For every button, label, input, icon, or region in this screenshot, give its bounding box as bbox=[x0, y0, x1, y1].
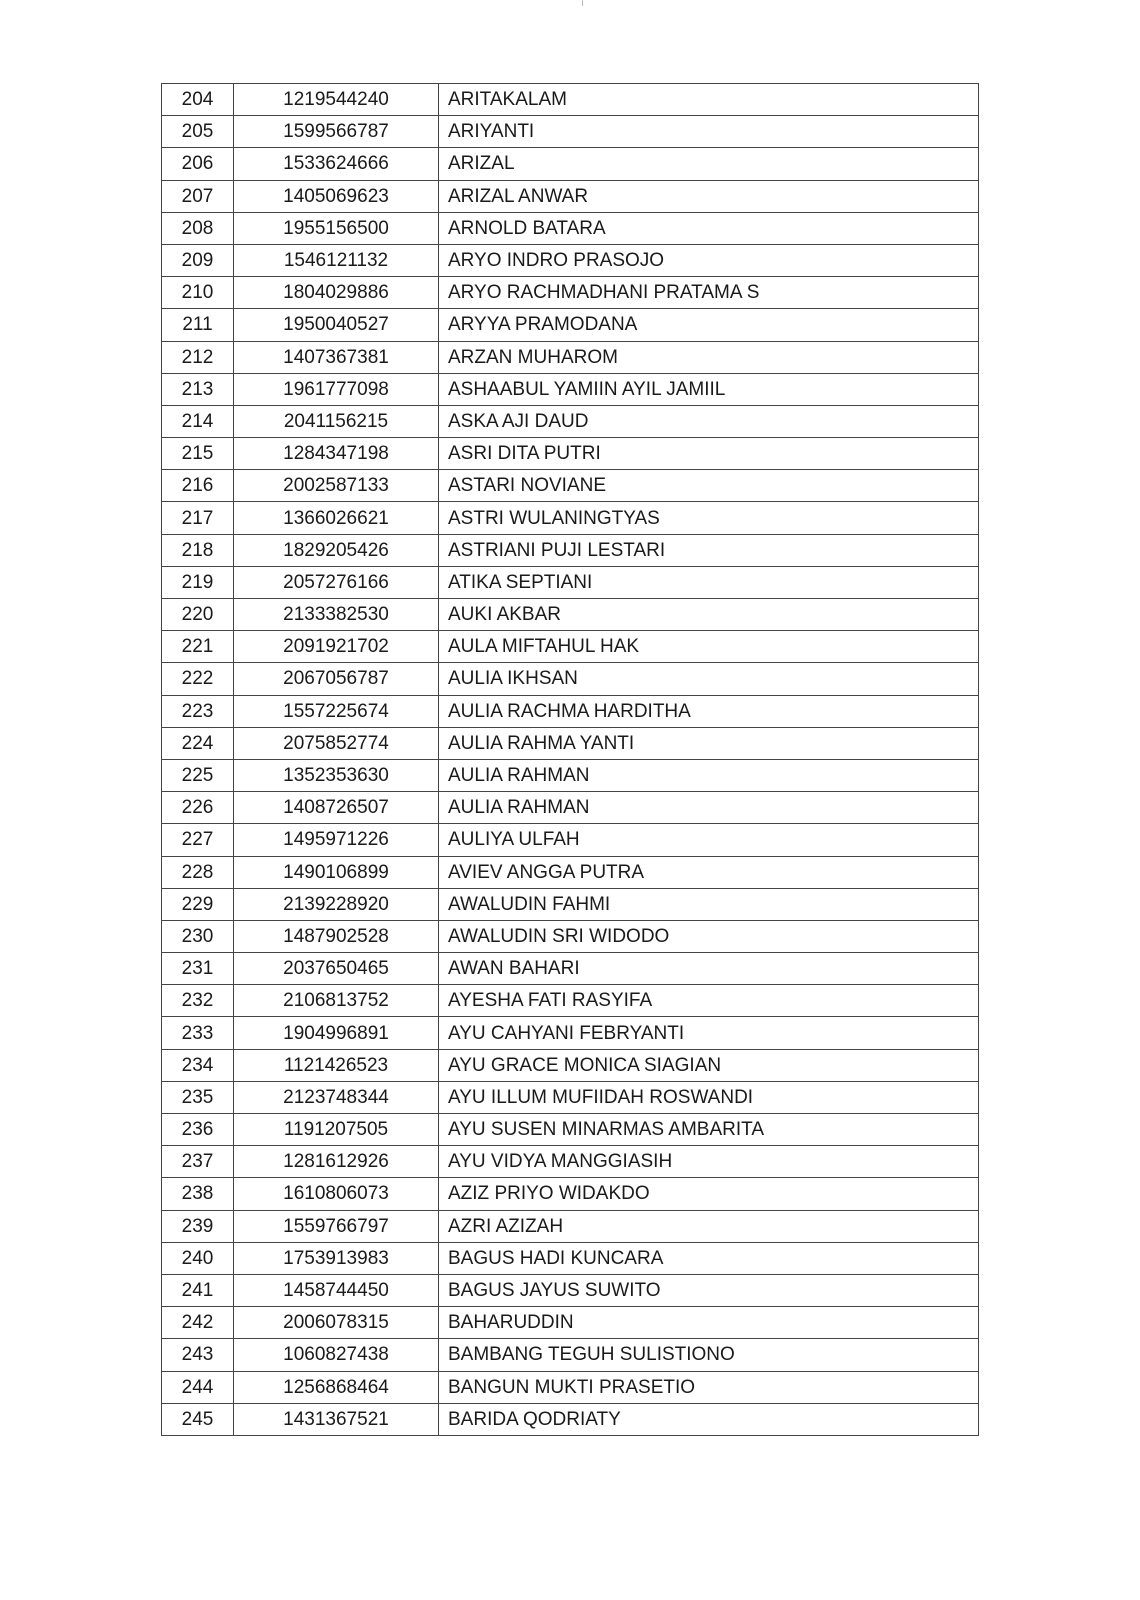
row-number: 211 bbox=[162, 309, 234, 341]
table-row bbox=[162, 1307, 979, 1339]
participant-name: AWAN BAHARI bbox=[439, 953, 979, 985]
registration-number: 2075852774 bbox=[234, 727, 439, 759]
row-number: 238 bbox=[162, 1178, 234, 1210]
registration-number: 1559766797 bbox=[234, 1210, 439, 1242]
participant-name: AULA MIFTAHUL HAK bbox=[439, 631, 979, 663]
registration-number: 2123748344 bbox=[234, 1081, 439, 1113]
registration-number: 1804029886 bbox=[234, 277, 439, 309]
table-row bbox=[162, 920, 979, 952]
table-row bbox=[162, 695, 979, 727]
table-row bbox=[162, 502, 979, 534]
row-number: 228 bbox=[162, 856, 234, 888]
registration-number: 1557225674 bbox=[234, 695, 439, 727]
table-row bbox=[162, 599, 979, 631]
participant-name: AULIA IKHSAN bbox=[439, 663, 979, 695]
table-row bbox=[162, 277, 979, 309]
registration-number: 1904996891 bbox=[234, 1017, 439, 1049]
registration-number: 1405069623 bbox=[234, 180, 439, 212]
row-number: 243 bbox=[162, 1339, 234, 1371]
row-number: 204 bbox=[162, 84, 234, 116]
row-number: 241 bbox=[162, 1274, 234, 1306]
registration-number: 1753913983 bbox=[234, 1242, 439, 1274]
row-number: 235 bbox=[162, 1081, 234, 1113]
registration-number: 1829205426 bbox=[234, 534, 439, 566]
participant-name: ARITAKALAM bbox=[439, 84, 979, 116]
row-number: 205 bbox=[162, 116, 234, 148]
participant-name: AVIEV ANGGA PUTRA bbox=[439, 856, 979, 888]
participant-name: AULIYA ULFAH bbox=[439, 824, 979, 856]
row-number: 216 bbox=[162, 470, 234, 502]
registration-number: 1495971226 bbox=[234, 824, 439, 856]
row-number: 226 bbox=[162, 792, 234, 824]
row-number: 213 bbox=[162, 373, 234, 405]
scan-mark bbox=[582, 0, 583, 6]
registration-number: 1121426523 bbox=[234, 1049, 439, 1081]
table-row bbox=[162, 759, 979, 791]
row-number: 206 bbox=[162, 148, 234, 180]
registration-number: 1458744450 bbox=[234, 1274, 439, 1306]
row-number: 220 bbox=[162, 599, 234, 631]
participant-name: BAHARUDDIN bbox=[439, 1307, 979, 1339]
participant-name: AYU ILLUM MUFIIDAH ROSWANDI bbox=[439, 1081, 979, 1113]
table-row bbox=[162, 116, 979, 148]
table-row bbox=[162, 985, 979, 1017]
row-number: 222 bbox=[162, 663, 234, 695]
registration-number: 2139228920 bbox=[234, 888, 439, 920]
participant-name: ARYO INDRO PRASOJO bbox=[439, 244, 979, 276]
table-row bbox=[162, 373, 979, 405]
registration-number: 1191207505 bbox=[234, 1114, 439, 1146]
participant-name: ARYYA PRAMODANA bbox=[439, 309, 979, 341]
row-number: 214 bbox=[162, 405, 234, 437]
row-number: 236 bbox=[162, 1114, 234, 1146]
row-number: 207 bbox=[162, 180, 234, 212]
participant-name: ARIYANTI bbox=[439, 116, 979, 148]
row-number: 219 bbox=[162, 566, 234, 598]
row-number: 237 bbox=[162, 1146, 234, 1178]
row-number: 218 bbox=[162, 534, 234, 566]
participant-name: AZIZ PRIYO WIDAKDO bbox=[439, 1178, 979, 1210]
participant-name: ARIZAL bbox=[439, 148, 979, 180]
row-number: 233 bbox=[162, 1017, 234, 1049]
row-number: 224 bbox=[162, 727, 234, 759]
table-row bbox=[162, 856, 979, 888]
table-row bbox=[162, 1114, 979, 1146]
registration-number: 1407367381 bbox=[234, 341, 439, 373]
participant-name: BAGUS JAYUS SUWITO bbox=[439, 1274, 979, 1306]
participant-name: AULIA RACHMA HARDITHA bbox=[439, 695, 979, 727]
participant-name: AUKI AKBAR bbox=[439, 599, 979, 631]
registration-number: 1352353630 bbox=[234, 759, 439, 791]
row-number: 242 bbox=[162, 1307, 234, 1339]
registration-number: 1281612926 bbox=[234, 1146, 439, 1178]
row-number: 230 bbox=[162, 920, 234, 952]
registration-number: 2002587133 bbox=[234, 470, 439, 502]
registration-number: 1284347198 bbox=[234, 438, 439, 470]
table-row bbox=[162, 1081, 979, 1113]
registration-number: 1408726507 bbox=[234, 792, 439, 824]
table-row bbox=[162, 1242, 979, 1274]
table-row bbox=[162, 566, 979, 598]
registration-number: 1610806073 bbox=[234, 1178, 439, 1210]
registration-number: 1961777098 bbox=[234, 373, 439, 405]
participant-name: ATIKA SEPTIANI bbox=[439, 566, 979, 598]
table-row bbox=[162, 727, 979, 759]
table-row bbox=[162, 888, 979, 920]
table-row bbox=[162, 1017, 979, 1049]
row-number: 244 bbox=[162, 1371, 234, 1403]
participant-name: ASKA AJI DAUD bbox=[439, 405, 979, 437]
registration-number: 2067056787 bbox=[234, 663, 439, 695]
row-number: 223 bbox=[162, 695, 234, 727]
registration-number: 2106813752 bbox=[234, 985, 439, 1017]
row-number: 231 bbox=[162, 953, 234, 985]
registration-number: 1256868464 bbox=[234, 1371, 439, 1403]
participant-name: AULIA RAHMA YANTI bbox=[439, 727, 979, 759]
participant-name: AZRI AZIZAH bbox=[439, 1210, 979, 1242]
participant-name: BAMBANG TEGUH SULISTIONO bbox=[439, 1339, 979, 1371]
table-row bbox=[162, 1274, 979, 1306]
table-row bbox=[162, 1403, 979, 1435]
participant-name: ASTARI NOVIANE bbox=[439, 470, 979, 502]
row-number: 229 bbox=[162, 888, 234, 920]
table-row bbox=[162, 438, 979, 470]
table-row bbox=[162, 309, 979, 341]
participant-table bbox=[161, 83, 979, 1436]
registration-number: 2041156215 bbox=[234, 405, 439, 437]
table-row bbox=[162, 1178, 979, 1210]
registration-number: 2133382530 bbox=[234, 599, 439, 631]
participant-name: AYU CAHYANI FEBRYANTI bbox=[439, 1017, 979, 1049]
participant-name: ARYO RACHMADHANI PRATAMA S bbox=[439, 277, 979, 309]
registration-number: 1955156500 bbox=[234, 212, 439, 244]
participant-name: AYU VIDYA MANGGIASIH bbox=[439, 1146, 979, 1178]
registration-number: 1950040527 bbox=[234, 309, 439, 341]
table-row bbox=[162, 84, 979, 116]
row-number: 210 bbox=[162, 277, 234, 309]
registration-number: 2006078315 bbox=[234, 1307, 439, 1339]
row-number: 225 bbox=[162, 759, 234, 791]
table-row bbox=[162, 148, 979, 180]
participant-name: BARIDA QODRIATY bbox=[439, 1403, 979, 1435]
table-row bbox=[162, 792, 979, 824]
row-number: 239 bbox=[162, 1210, 234, 1242]
row-number: 227 bbox=[162, 824, 234, 856]
table-body bbox=[162, 84, 979, 1436]
participant-name: ARNOLD BATARA bbox=[439, 212, 979, 244]
participant-name: ASHAABUL YAMIIN AYIL JAMIIL bbox=[439, 373, 979, 405]
registration-number: 2037650465 bbox=[234, 953, 439, 985]
participant-name: BANGUN MUKTI PRASETIO bbox=[439, 1371, 979, 1403]
row-number: 234 bbox=[162, 1049, 234, 1081]
registration-number: 1546121132 bbox=[234, 244, 439, 276]
registration-number: 2057276166 bbox=[234, 566, 439, 598]
participant-name: ARZAN MUHAROM bbox=[439, 341, 979, 373]
table-row bbox=[162, 244, 979, 276]
participant-name: AWALUDIN FAHMI bbox=[439, 888, 979, 920]
table-row bbox=[162, 1371, 979, 1403]
table-row bbox=[162, 180, 979, 212]
table-row bbox=[162, 953, 979, 985]
table-row bbox=[162, 1339, 979, 1371]
participant-name: AYU GRACE MONICA SIAGIAN bbox=[439, 1049, 979, 1081]
registration-number: 1366026621 bbox=[234, 502, 439, 534]
table-row bbox=[162, 1146, 979, 1178]
row-number: 217 bbox=[162, 502, 234, 534]
registration-number: 1219544240 bbox=[234, 84, 439, 116]
table-row bbox=[162, 470, 979, 502]
table-row bbox=[162, 212, 979, 244]
participant-name: ASTRIANI PUJI LESTARI bbox=[439, 534, 979, 566]
row-number: 232 bbox=[162, 985, 234, 1017]
table-row bbox=[162, 1210, 979, 1242]
participant-name: ASTRI WULANINGTYAS bbox=[439, 502, 979, 534]
participant-name: BAGUS HADI KUNCARA bbox=[439, 1242, 979, 1274]
registration-number: 1431367521 bbox=[234, 1403, 439, 1435]
table-row bbox=[162, 1049, 979, 1081]
row-number: 209 bbox=[162, 244, 234, 276]
row-number: 212 bbox=[162, 341, 234, 373]
registration-number: 2091921702 bbox=[234, 631, 439, 663]
participant-name: AULIA RAHMAN bbox=[439, 792, 979, 824]
participant-name: AYU SUSEN MINARMAS AMBARITA bbox=[439, 1114, 979, 1146]
participant-name: AYESHA FATI RASYIFA bbox=[439, 985, 979, 1017]
registration-number: 1490106899 bbox=[234, 856, 439, 888]
table-row bbox=[162, 824, 979, 856]
participant-name: ARIZAL ANWAR bbox=[439, 180, 979, 212]
table-row bbox=[162, 663, 979, 695]
row-number: 208 bbox=[162, 212, 234, 244]
table-row bbox=[162, 534, 979, 566]
row-number: 221 bbox=[162, 631, 234, 663]
registration-number: 1599566787 bbox=[234, 116, 439, 148]
row-number: 245 bbox=[162, 1403, 234, 1435]
registration-number: 1487902528 bbox=[234, 920, 439, 952]
row-number: 215 bbox=[162, 438, 234, 470]
participant-name: AWALUDIN SRI WIDODO bbox=[439, 920, 979, 952]
registration-number: 1533624666 bbox=[234, 148, 439, 180]
participant-name: AULIA RAHMAN bbox=[439, 759, 979, 791]
table-row bbox=[162, 341, 979, 373]
row-number: 240 bbox=[162, 1242, 234, 1274]
table-row bbox=[162, 405, 979, 437]
participant-name: ASRI DITA PUTRI bbox=[439, 438, 979, 470]
table-row bbox=[162, 631, 979, 663]
registration-number: 1060827438 bbox=[234, 1339, 439, 1371]
